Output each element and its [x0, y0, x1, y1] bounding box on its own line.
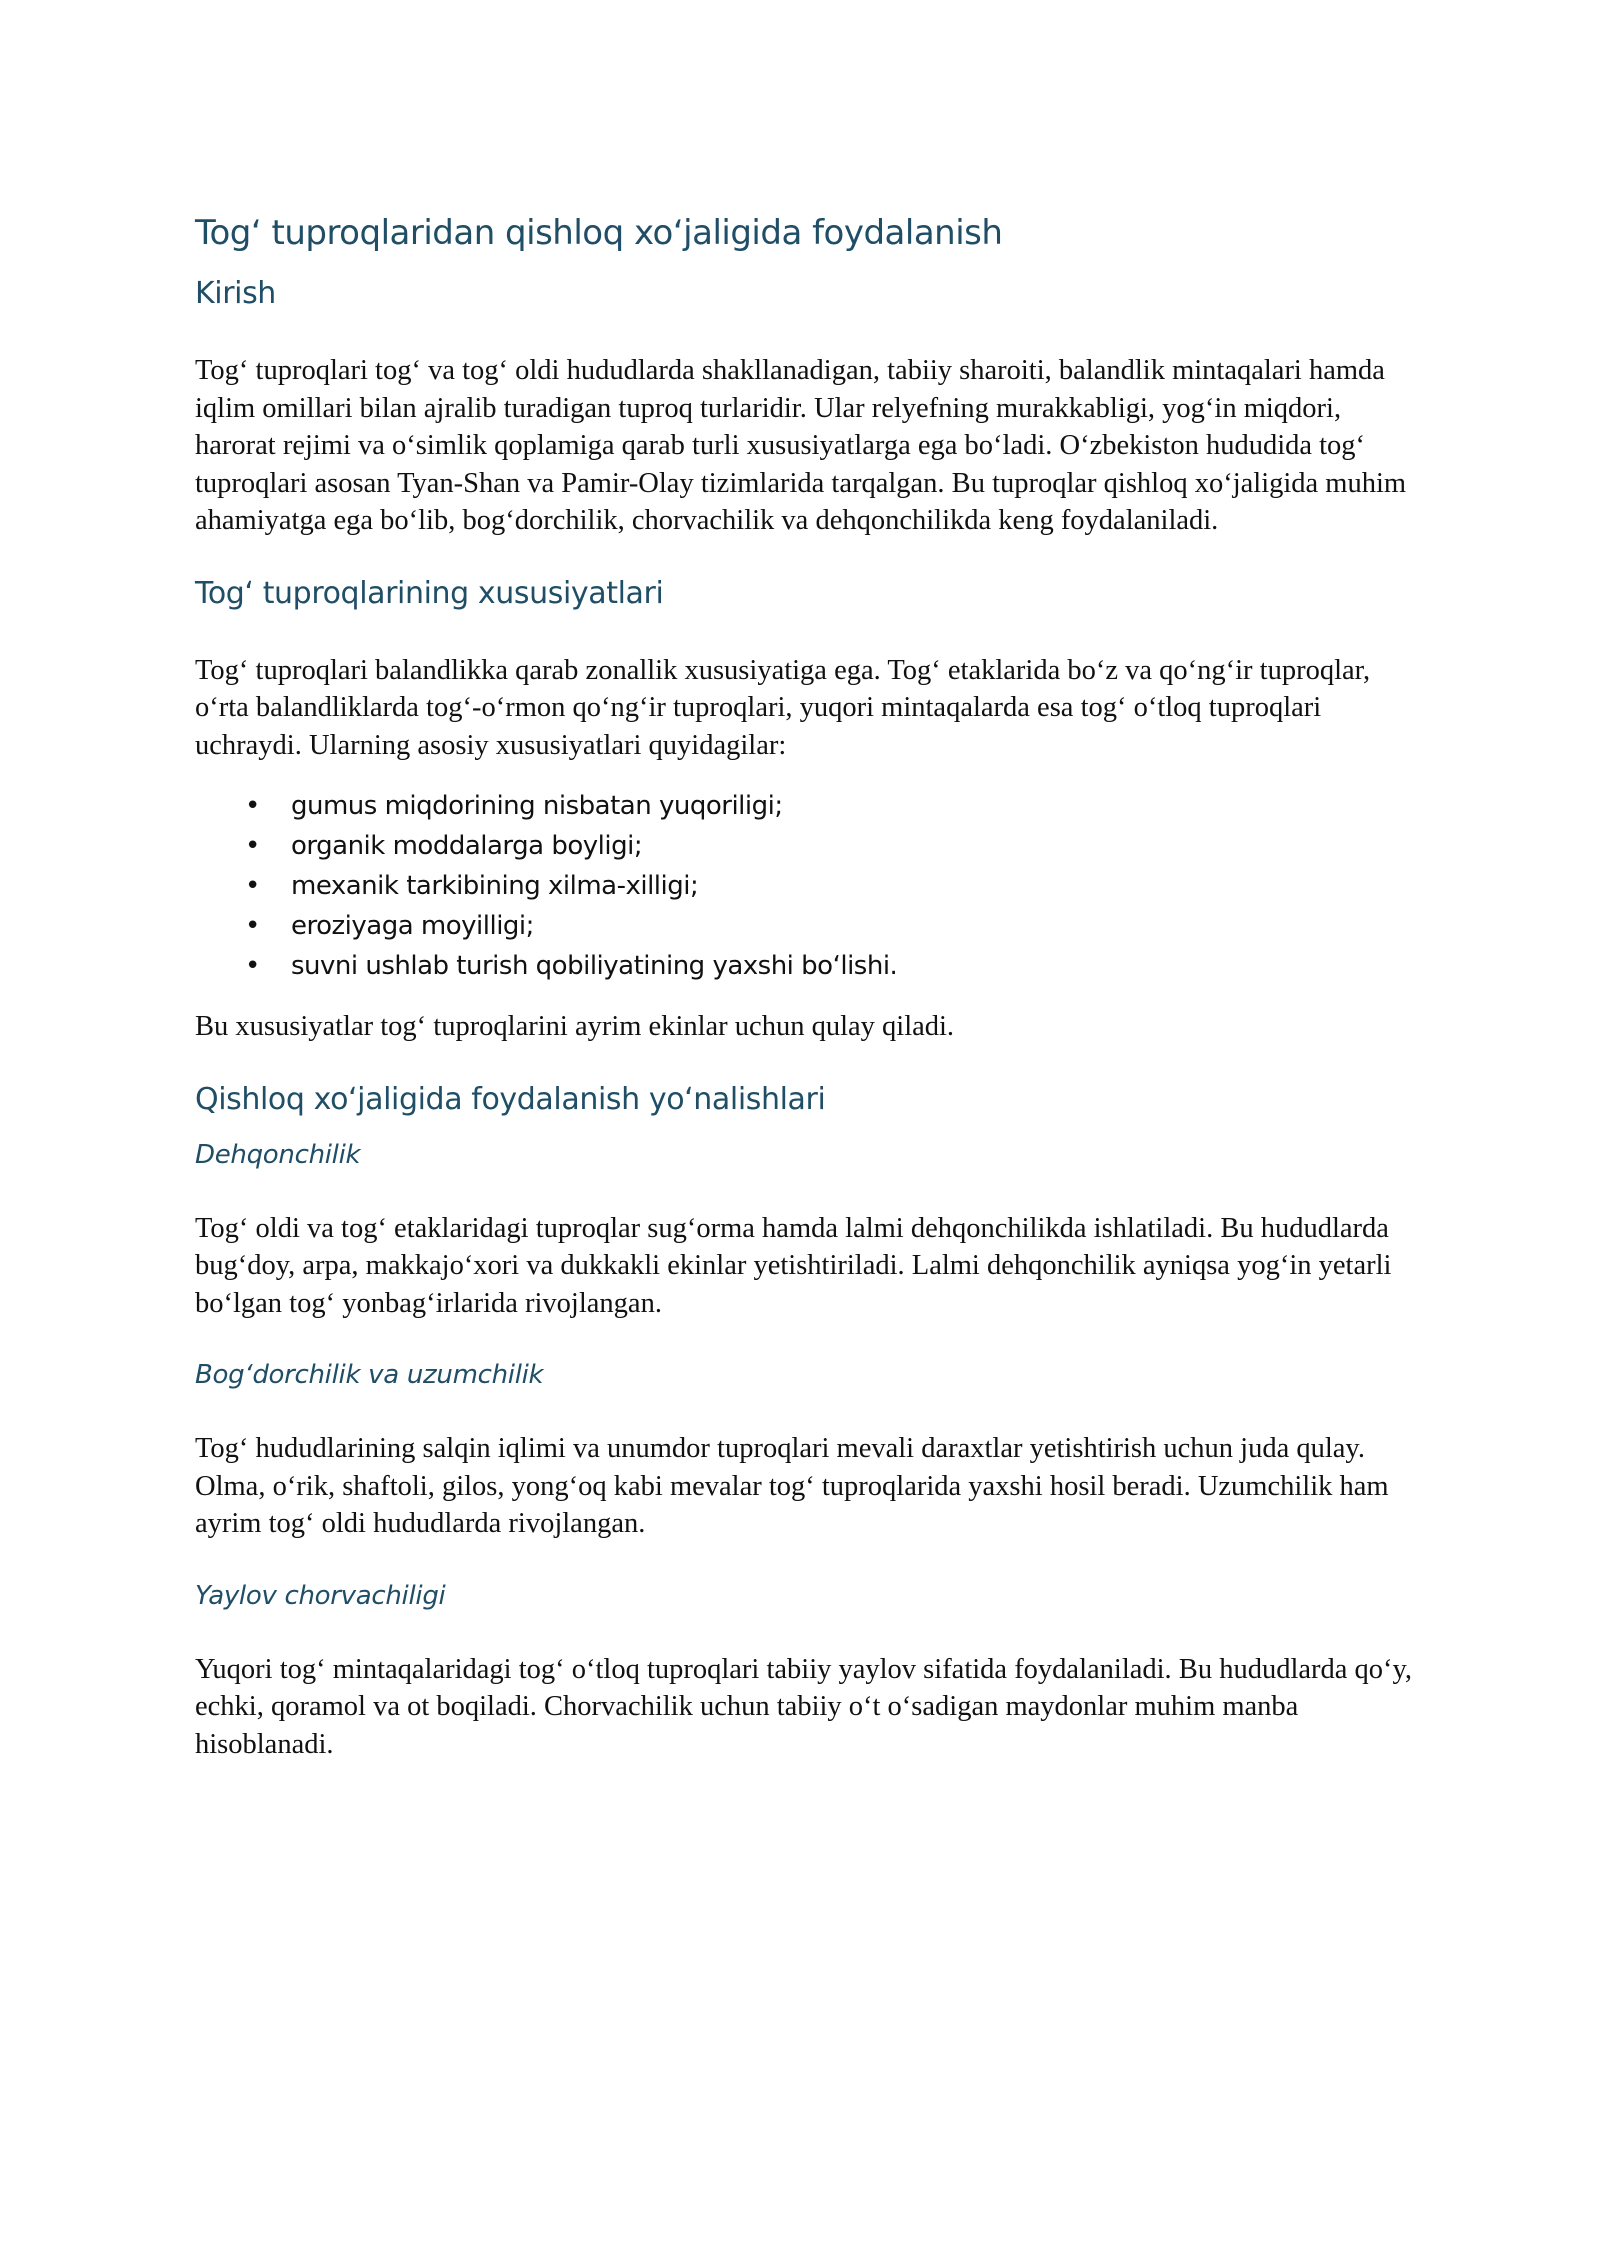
list-item: • gumus miqdorining nisbatan yuqoriligi; [195, 786, 1425, 826]
subheading-horticulture: Bog‘dorchilik va uzumchilik [195, 1360, 544, 1390]
subheading-farming: Dehqonchilik [195, 1139, 361, 1170]
paragraph-properties-closing: Bu xususiyatlar tog‘ tuproqlarini ayrim ekinlar uchun qulay qiladi. [195, 1011, 955, 1042]
list-item: • organik moddalarga boyligi; [195, 826, 1425, 866]
list-item: • eroziyaga moyilligi; [195, 906, 1425, 946]
bullet-marker: • [245, 871, 260, 901]
paragraph-horticulture: Tog‘ hududlarining salqin iqlimi va unumdor tuproqlari mevali daraxtlar yetishtirish uchun juda qulay. Olma, o‘rik, shaftoli, gilos, yong‘oq kabi mevalar tog‘ tuproqlarida yaxshi hosil beradi. Uzumchilik ham ayrim tog‘ oldi hududlarda rivojlangan. [195, 1433, 1389, 1539]
paragraph-properties: Tog‘ tuproqlari balandlikka qarab zonallik xususiyatiga ega. Tog‘ etaklarida bo‘z va qo‘ng‘ir tuproqlar, o‘rta balandliklarda tog‘-o‘rmon qo‘ng‘ir tuproqlari, yuqori mintaqalarda esa tog‘ o‘tloq tuproqlari uchraydi. Ularning asosiy xususiyatlari quyidagilar: [195, 654, 1371, 761]
bullet-marker: • [245, 831, 260, 861]
paragraph-pasture: Yuqori tog‘ mintaqalaridagi tog‘ o‘tloq tuproqlari tabiiy yaylov sifatida foydalaniladi. Bu hududlarda qo‘y, echki, qoramol va ot boqiladi. Chorvachilik uchun tabiiy o‘t o‘sadigan maydonlar muhim manba hisoblanadi. [195, 1653, 1413, 1760]
list-item: • suvni ushlab turish qobiliyatining yaxshi bo‘lishi. [195, 946, 1425, 986]
heading-intro: Kirish [195, 276, 276, 311]
list-item: • mexanik tarkibining xilma-xilligi; [195, 866, 1425, 906]
paragraph-intro: Tog‘ tuproqlari tog‘ va tog‘ oldi hududlarda shakllanadigan, tabiiy sharoiti, balandlik mintaqalari hamda iqlim omillari bilan ajralib turadigan tuproq turlaridir. Ular relyefning murakkabligi, yog‘in miqdori, harorat rejimi va o‘simlik qoplamiga qarab turli xususiyatlarga ega bo‘ladi. O‘zbekiston hududida tog‘ tuproqlari asosan Tyan-Shan va Pamir-Olay tizimlarida tarqalgan. Bu tuproqlar qishloq xo‘jaligida muhim ahamiyatga ega bo‘lib, bog‘dorchilik, chorvachilik va dehqonchilikda keng foydalaniladi. [195, 355, 1407, 536]
properties-list [195, 786, 1425, 986]
heading-properties: Tog‘ tuproqlarining xususiyatlari [195, 575, 664, 611]
bullet-marker: • [245, 791, 260, 821]
paragraph-farming: Tog‘ oldi va tog‘ etaklaridagi tuproqlar sug‘orma hamda lalmi dehqonchilikda ishlatiladi. Bu hududlarda bug‘doy, arpa, makkajo‘xori va dukkakli ekinlar yetishtiriladi. Lalmi dehqonchilik ayniqsa yog‘in yetarli bo‘lgan tog‘ yonbag‘irlarida rivojlangan. [195, 1212, 1392, 1319]
bullet-marker: • [245, 951, 260, 981]
subheading-pasture: Yaylov chorvachiligi [195, 1580, 446, 1611]
document-title: Tog‘ tuproqlaridan qishloq xo‘jaligida foydalanish [195, 213, 1003, 253]
heading-uses: Qishloq xo‘jaligida foydalanish yo‘nalishlari [195, 1081, 826, 1117]
document-page [195, 210, 1425, 1763]
bullet-marker: • [245, 911, 260, 941]
